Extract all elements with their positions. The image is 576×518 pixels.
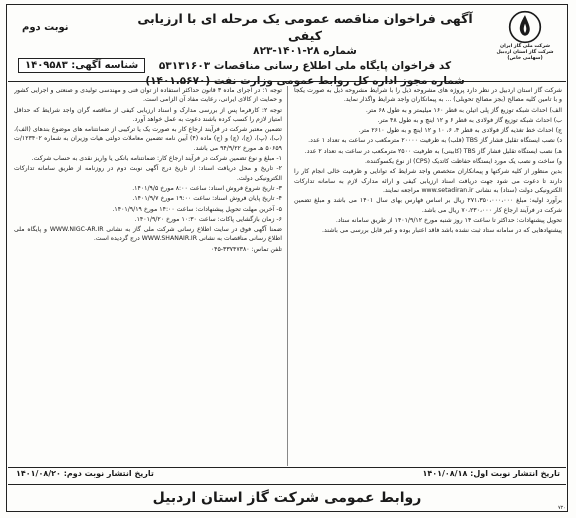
left-para: تضمین معتبر شرکت در فرآیند ارجاع کار به صورت یک یا ترکیبی از ضمانتنامه های موضوع بندهای (الف)، (ب)، (پ)، (ج)، (چ) و (ح) ماده (۴) آیین نامه تضمین معاملات دولتی هیات وزیران به شماره ۱۲۳۴۰۲/ت ۵۰۶۵۹ هـ مورخ ۹۴/۹/۲۲ می باشد. <box>14 126 282 152</box>
right-para: بدین منظور از کلیه شرکتها و پیمانکاران متخصص واجد شرایط که توانایی و ظرفیت خالی انجام کار را دارند تا دعوت می شود جهت دریافت اسناد ارزیابی کیفی و ارائه مدارک لازم به سامانه تدارکات الکترونیکی دولت (ستاد) به نشانی www.setadiran.ir مراجعه نمایند. <box>294 168 562 194</box>
ad-number: شماره ۲۸-۱۴۰۱-۸۲۳ <box>253 45 357 57</box>
logo-line2: شرکت گاز استان اردبیل <box>496 50 554 55</box>
right-para: شرکت گاز استان اردبیل در نظر دارد پروژه های مشروحه ذیل را با شرایط مشروحه ذیل به صورت یکجا و با تامین کلیه مصالح (بجز مصالح تحویلی) ... به پیمانکاران واجد شرایط واگذار نماید. <box>294 87 562 104</box>
right-column <box>294 86 562 466</box>
first-publication-date: تاریخ انتشار نوبت اول: ۱۴۰۱/۰۸/۱۸ <box>422 469 560 478</box>
ad-titles <box>128 10 482 89</box>
right-para: الف) احداث شبکه توزیع گاز پلی اتیلن به قطر ۱۶۰ میلیمتر و به طول ۶۸ متر. <box>365 106 562 114</box>
right-para: تحویل پیشنهادات: حداکثر تا ساعت ۱۴ روز شنبه مورخ ۱۴۰۱/۹/۱۲ از طریق سامانه ستاد. <box>335 216 562 224</box>
gas-flame-icon <box>508 10 542 44</box>
ad-header <box>8 6 566 87</box>
dates-separator <box>8 467 566 468</box>
left-column <box>14 86 282 466</box>
right-para: ب) احداث شبکه توزیع گاز فولادی به قطر ۶ و ۱۲ اینچ و به طول ۴۸ متر. <box>377 116 562 124</box>
right-para: د) نصب ایستگاه تقلیل فشار گاز TBS (قلب) به ظرفیت ۲۰۰۰۰ مترمکعب در ساعت به تعداد ۱ عدد. <box>308 137 562 145</box>
left-para: ۶- زمان بازگشایی پاکات: ساعت ۱۰:۳۰ مورخ ۱۴۰۱/۹/۲۰. <box>134 215 282 223</box>
left-para: ضمنا آگهی فوق در سایت اطلاع رسانی شرکت ملی گاز به نشانی WWW.NIGC-AR.IR و پایگاه ملی اطلاع رسانی مناقصات به نشانی WWW.SHANAIR.IR درج گردیده است. <box>14 226 282 243</box>
right-para: و) ساخت و نصب یک مورد ایستگاه حفاظت کاتدیک (CPS) از نوع یکسوکننده. <box>364 158 562 166</box>
logo-line1: شرکت ملی گاز ایران <box>500 44 550 49</box>
left-para: ۵- آخرین مهلت تحویل پیشنهادات: ساعت ۱۴:۰۰ مورخ ۱۴۰۱/۹/۱۹. <box>112 205 282 213</box>
permit-number: شماره مجوز اداره کل روابط عمومی وزارت نفت (۱۴۰۱.۵۶۷۰) <box>145 75 465 87</box>
logo-line3: (سهامی خاص) <box>507 56 543 61</box>
ad-identifier: شناسه آگهی: ۱۴۰۹۵۸۳ <box>18 58 145 73</box>
right-para: ج) احداث خط تغذیه گاز فولادی به قطر ۴، ۶، ۱۰ و ۱۲ اینچ و به طول ۲۶۱۰ متر. <box>358 127 562 135</box>
second-publication-date: تاریخ انتشار نوبت دوم: ۱۴۰۱/۰۸/۲۰ <box>16 469 154 478</box>
right-para: هـ) نصب ایستگاه تقلیل فشار گاز TBS (کابینی) به ظرفیت ۲۵۰۰ مترمکعب در ساعت به تعداد ۲ عدد. <box>304 147 562 155</box>
left-para: توجه ۲: کارفرما پس از بررسی مدارک و اسناد ارزیابی کیفی از مناقصه گران واجد شرایط که حداقل امتیاز لازم را کسب کرده باشند دعوت به عمل خواهد آورد. <box>14 106 282 123</box>
publication-round: نوبت دوم <box>22 22 69 33</box>
column-divider <box>287 86 288 466</box>
company-logo <box>492 10 558 78</box>
setadiran-code: کد فراخوان پایگاه ملی اطلاع رسانی مناقصات ۵۳۱۳۱۶۰۳ <box>158 60 452 72</box>
page-number: ۷۲۰ <box>557 505 566 511</box>
footer-public-relations: روابط عمومی شرکت گاز استان اردبیل <box>8 484 566 510</box>
left-para: ۱- مبلغ و نوع تضمین شرکت در فرآیند ارجاع کار: ضمانتنامه بانکی یا واریز نقدی به حساب شرکت. <box>31 155 282 163</box>
left-para: تلفن تماس: ۳۳۷۴۷۳۸۰-۰۴۵ <box>210 245 282 253</box>
left-para: ۲- تاریخ و محل دریافت اسناد: از تاریخ درج آگهی نوبت دوم در روزنامه از طریق سامانه تدارکات الکترونیکی دولت. <box>14 165 282 182</box>
left-para: ۳- تاریخ شروع فروش اسناد: ساعت ۸:۰۰ مورخ ۱۴۰۱/۹/۵. <box>132 184 282 192</box>
ad-title: آگهی فراخوان مناقصه عمومی یک مرحله ای با ارزیابی کیفی <box>137 11 473 43</box>
left-para: توجه ۱: در اجرای ماده ۳ قانون حداکثر استفاده از توان فنی و مهندسی تولیدی و صنعتی و اجرایی کشور و حمایت از کالای ایرانی، رعایت مفاد آن الزامی است. <box>14 87 282 104</box>
right-para: برآورد اولیه: مبلغ ۲۷۱،۳۵۰،۰۰۰،۰۰۰ ریال بر اساس فهارس بهای سال ۱۴۰۱ می باشد و مبلغ تضمین شرکت در فرآیند ارجاع کار ۷۰،۲۳۰،۰۰۰ ریال می باشد. <box>294 197 562 214</box>
right-para: پیشنهادهایی که در سامانه ستاد ثبت نشده باشد فاقد اعتبار بوده و غیر قابل بررسی می باشند. <box>322 227 562 235</box>
left-para: ۴- تاریخ پایان فروش اسناد: ساعت ۱۹:۰۰ مورخ ۱۴۰۱/۹/۷. <box>132 195 282 203</box>
